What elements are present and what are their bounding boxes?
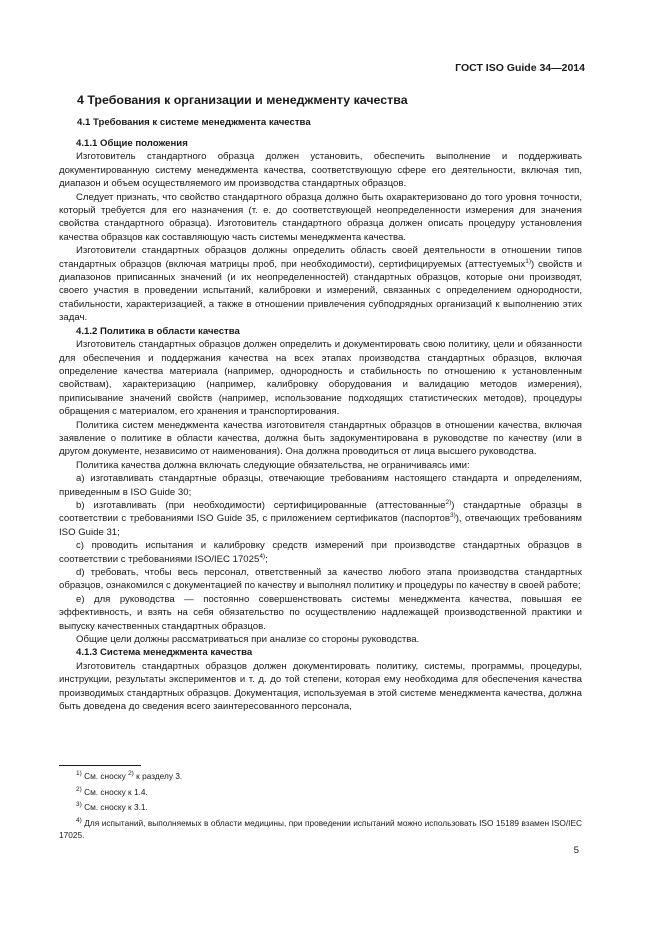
list-item: d) требовать, чтобы весь персонал, ответственный за качество любого этапа производства стандартных образцов, ознакомился с документацией по качеству и выполнял политику и процедуры по качеству в своей работе; bbox=[59, 567, 582, 592]
paragraph-text: ) свойств и диапазонов приписанных значений (и их неопределенностей) стандартных образцов, которые они производят, своего участия в проведении испытаний, калибровки и измерений, связанных с определением однородности, стабильности, характеризацией, а также в отношении привлечения субподрядных организаций к выполнению этих задач. bbox=[59, 258, 583, 324]
list-item-text: ; bbox=[265, 553, 268, 565]
footnote-ref: 2) bbox=[445, 498, 452, 506]
footnote-mark: 4) bbox=[76, 816, 82, 824]
paragraph: Изготовитель стандартного образца должен установить, обеспечить выполнение и поддерживать документированную систему менеджмента качества, соответствующую сфере его деятельности, включая тип, диапазон и объем осуществляемого им производства стандартных образцов. bbox=[59, 151, 582, 190]
page-number: 5 bbox=[573, 845, 579, 856]
list-item: а) изготавливать стандартные образцы, отвечающие требованиям настоящего стандарта и определениям, приведенным в ISO Guide 30; bbox=[59, 473, 582, 498]
footnote-ref: 3) bbox=[449, 512, 456, 520]
list-item-text: ), отвечающих требованиям ISO Guide 31; bbox=[59, 513, 582, 538]
paragraph: Политика систем менеджмента качества изготовителя стандартных образцов в отношении качества, включая заявление о политике в области качества, должна быть задокументирована в руководстве по качеству (или в другом документе, независимо от наименования). Она должна проводиться от лица высшего руководства. bbox=[59, 419, 582, 458]
list-item-text: ) стандартные образцы в соответствии с требованиями ISO Guide 35, с приложением сертификатов (паспортов bbox=[59, 499, 582, 525]
paragraph: Общие цели должны рассматриваться при анализе со стороны руководства. bbox=[76, 634, 420, 646]
list-item: е) для руководства — постоянно совершенствовать системы менеджмента качества, повышая ее эффективность, и взять на себя обязательство по осуществлению надлежащей производственной практики и выпуску качественных стандартных образцов. bbox=[59, 593, 582, 632]
paragraph bbox=[59, 244, 582, 324]
list-item-text: b) изготавливать (при необходимости) сертифицированные (аттестованные bbox=[76, 499, 446, 511]
list-item-text: с) проводить испытания и калибровку средств измерений при производстве стандартных образцов в соответствии с требованиями ISO/IEC 17025 bbox=[59, 540, 582, 565]
section-heading: 4 Требования к организации и менеджменту качества bbox=[77, 93, 408, 107]
subsection-heading: 4.1 Требования к системе менеджмента качества bbox=[77, 117, 311, 128]
footnote bbox=[59, 801, 582, 814]
footnote bbox=[59, 770, 582, 783]
paragraph: Изготовитель стандартных образцов должен документировать политику, системы, программы, процедуры, инструкции, результаты экспериментов и т. д. до той степени, которая ему необходима для обеспечения качества производимых стандартных образцов. Документация, используемая в этой системе менеджмента качества, должна быть доведена до сведения всего заинтересованного персонала, bbox=[59, 660, 582, 713]
footnote bbox=[59, 817, 582, 842]
document-header: ГОСТ ISO Guide 34—2014 bbox=[455, 62, 585, 74]
footnotes bbox=[59, 770, 582, 845]
footnote-text: Для испытаний, выполняемых в области медицины, при проведении испытаний можно использовать ISO 15189 взамен ISO/IEC 17025. bbox=[59, 817, 582, 841]
footnote-ref: 2) bbox=[128, 770, 134, 777]
footnote-text: к разделу 3. bbox=[133, 771, 183, 781]
footnote-text: См. сноску к 1.4. bbox=[81, 786, 148, 797]
footnote-ref: 1) bbox=[525, 257, 531, 265]
footnote-ref: 4) bbox=[259, 552, 266, 560]
footnote-mark: 2) bbox=[76, 785, 82, 793]
paragraph: Следует признать, что свойство стандартного образца должно быть охарактеризовано до того уровня точности, который требуется для его назначения (т. е. до соответствующей неопределенности измерения для значения свойства стандартного образца). Изготовитель стандартного образца должен описать процедуру установления качества образцов как составляющую часть системы менеджмента качества. bbox=[59, 191, 582, 243]
list-item bbox=[59, 499, 582, 539]
footnote bbox=[59, 786, 582, 799]
clause-4-1-2-heading: 4.1.2 Политика в области качества bbox=[76, 325, 240, 337]
paragraph: Политика качества должна включать следующие обязательства, не ограничиваясь ими: bbox=[76, 459, 470, 471]
footnote-separator bbox=[59, 765, 141, 766]
footnote-text: См. сноску bbox=[81, 771, 129, 781]
paragraph: Изготовитель стандартных образцов должен определить и документировать свою политику, цели и обязанности для обеспечения и поддержания качества на всех этапах производства стандартных образцов, включая определение качества материала (например, однородность и стабильность по отношению к установленным свойствам), характеризацию (например, калибровку оборудования и валидацию методов измерения), приписывание значений свойств (например, использование подходящих статистических методов), процедуры обращения с материалом, его хранения и транспортирования. bbox=[59, 339, 582, 418]
clause-4-1-3-heading: 4.1.3 Система менеджмента качества bbox=[76, 647, 253, 659]
footnote-mark: 3) bbox=[76, 801, 82, 809]
list-item bbox=[59, 539, 582, 566]
footnote-mark: 1) bbox=[76, 770, 82, 777]
clause-4-1-1-heading: 4.1.1 Общие положения bbox=[76, 138, 188, 149]
paragraph-text: Изготовители стандартных образцов должны определить область своей деятельности в отношении типов стандартных образцов (включая матрицы проб, при необходимости), сертифицируемых (аттестуемых bbox=[59, 245, 582, 270]
body-text bbox=[59, 137, 582, 713]
footnote-text: См. сноску к 3.1. bbox=[81, 802, 148, 813]
